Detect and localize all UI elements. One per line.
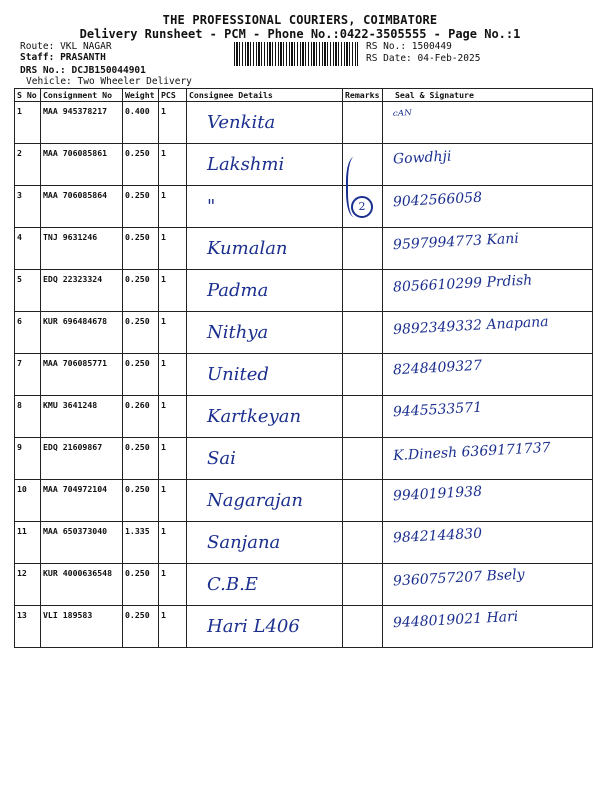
- handwritten-consignee: Padma: [207, 280, 269, 301]
- cell-sno: 11: [15, 522, 41, 564]
- table-row: [15, 354, 593, 396]
- cell-consignee: [187, 102, 343, 144]
- cell-pcs: 1: [159, 354, 187, 396]
- cell-signature: [383, 606, 593, 648]
- cell-pcs: 1: [159, 228, 187, 270]
- handwritten-signature: 9448019021 Hari: [392, 608, 519, 632]
- col-header-consignee: Consignee Details: [187, 89, 343, 102]
- cell-weight: 0.400: [123, 102, 159, 144]
- table-row: [15, 480, 593, 522]
- vehicle-label: Vehicle:: [26, 76, 72, 87]
- cell-pcs: 1: [159, 396, 187, 438]
- handwritten-consignee: Kartkeyan: [207, 406, 302, 427]
- cell-sno: 4: [15, 228, 41, 270]
- handwritten-signature: 9940191938: [392, 483, 483, 505]
- runsheet-table: [14, 88, 593, 648]
- cell-weight: 0.250: [123, 354, 159, 396]
- cell-consignment-no: MAA 706085771: [41, 354, 123, 396]
- rs-date-label: RS Date:: [366, 53, 412, 64]
- handwritten-signature: 9597994773 Kani: [392, 230, 520, 254]
- cell-pcs: 1: [159, 564, 187, 606]
- rs-date-line: [366, 53, 480, 64]
- cell-pcs: 1: [159, 312, 187, 354]
- cell-sno: 13: [15, 606, 41, 648]
- cell-consignee: [187, 438, 343, 480]
- cell-remarks: [343, 480, 383, 522]
- handwritten-signature: 9445533571: [392, 399, 483, 421]
- col-header-remarks: Remarks: [343, 89, 383, 102]
- cell-sno: 8: [15, 396, 41, 438]
- route-line: [20, 41, 112, 52]
- cell-consignment-no: KUR 4000636548: [41, 564, 123, 606]
- handwritten-consignee: Venkita: [207, 112, 276, 133]
- cell-consignment-no: KMU 3641248: [41, 396, 123, 438]
- drs-value: DCJB150044901: [71, 65, 146, 76]
- cell-remarks: [343, 396, 383, 438]
- handwritten-consignee: Kumalan: [207, 238, 288, 259]
- table-row: [15, 270, 593, 312]
- cell-consignee: [187, 396, 343, 438]
- table-row: [15, 522, 593, 564]
- cell-consignment-no: KUR 696484678: [41, 312, 123, 354]
- cell-sno: 9: [15, 438, 41, 480]
- cell-pcs: 1: [159, 144, 187, 186]
- cell-consignment-no: EDQ 21609867: [41, 438, 123, 480]
- cell-signature: [383, 228, 593, 270]
- cell-sno: 6: [15, 312, 41, 354]
- cell-sno: 10: [15, 480, 41, 522]
- cell-signature: [383, 522, 593, 564]
- col-header-pcs: PCS: [159, 89, 187, 102]
- cell-sno: 5: [15, 270, 41, 312]
- table-row: [15, 438, 593, 480]
- staff-line: [20, 52, 106, 63]
- cell-consignment-no: MAA 706085861: [41, 144, 123, 186]
- handwritten-consignee: Nithya: [207, 322, 269, 343]
- cell-remarks: [343, 312, 383, 354]
- cell-weight: 0.250: [123, 270, 159, 312]
- cell-remarks: [343, 354, 383, 396]
- handwritten-signature: Gowdhji: [392, 148, 452, 168]
- cell-consignment-no: MAA 945378217: [41, 102, 123, 144]
- col-header-signature: Seal & Signature: [383, 89, 593, 102]
- rs-no-line: [366, 41, 452, 52]
- cell-consignee: [187, 186, 343, 228]
- cell-remarks: [343, 522, 383, 564]
- cell-signature: [383, 186, 593, 228]
- cell-consignment-no: VLI 189583: [41, 606, 123, 648]
- rs-date-value: 04-Feb-2025: [417, 53, 481, 64]
- cell-consignee: [187, 354, 343, 396]
- cell-sno: 1: [15, 102, 41, 144]
- route-label: Route:: [20, 41, 55, 52]
- cell-remarks: [343, 564, 383, 606]
- cell-weight: 0.250: [123, 144, 159, 186]
- cell-weight: 0.250: [123, 186, 159, 228]
- table-row: [15, 102, 593, 144]
- cell-consignment-no: TNJ 9631246: [41, 228, 123, 270]
- col-header-weight: Weight: [123, 89, 159, 102]
- cell-remarks: [343, 228, 383, 270]
- company-title: THE PROFESSIONAL COURIERS, COIMBATORE: [162, 13, 438, 27]
- table-header-row: [15, 89, 593, 102]
- cell-pcs: 1: [159, 522, 187, 564]
- col-header-consignment: Consignment No: [41, 89, 123, 102]
- cell-signature: [383, 438, 593, 480]
- staff-value: PRASANTH: [60, 52, 106, 63]
- cell-consignee: [187, 144, 343, 186]
- handwritten-signature: ᶜᴬᴺ: [392, 107, 413, 125]
- cell-remarks: [343, 102, 383, 144]
- handwritten-consignee: Sai: [207, 448, 236, 469]
- drs-label: DRS No.:: [20, 65, 66, 76]
- cell-signature: [383, 312, 593, 354]
- handwritten-consignee: Hari L406: [207, 616, 300, 637]
- handwritten-signature: 8056610299 Prdish: [392, 272, 533, 296]
- cell-signature: [383, 396, 593, 438]
- cell-pcs: 1: [159, 102, 187, 144]
- table-row: [15, 396, 593, 438]
- cell-weight: 0.250: [123, 438, 159, 480]
- handwritten-consignee: C.B.E: [207, 574, 258, 595]
- cell-sno: 7: [15, 354, 41, 396]
- cell-signature: [383, 354, 593, 396]
- handwritten-signature: 9042566058: [392, 189, 483, 211]
- runsheet-subtitle: Delivery Runsheet - PCM - Phone No.:0422-3505555 - Page No.:1: [79, 27, 521, 41]
- handwritten-signature: K.Dinesh 6369171737: [392, 439, 551, 465]
- handwritten-consignee: Sanjana: [207, 532, 281, 553]
- table-row: [15, 312, 593, 354]
- cell-consignment-no: MAA 706085864: [41, 186, 123, 228]
- cell-weight: 1.335: [123, 522, 159, 564]
- cell-signature: [383, 564, 593, 606]
- table-row: [15, 144, 593, 186]
- cell-consignee: [187, 606, 343, 648]
- cell-sno: 3: [15, 186, 41, 228]
- handwritten-signature: 9360757207 Bsely: [392, 566, 526, 590]
- remarks-count-mark: 2: [351, 196, 373, 218]
- cell-consignee: [187, 480, 343, 522]
- handwritten-consignee: ": [207, 196, 216, 217]
- handwritten-consignee: United: [207, 364, 269, 385]
- drs-line: [20, 65, 146, 76]
- table-row: [15, 606, 593, 648]
- cell-consignment-no: EDQ 22323324: [41, 270, 123, 312]
- handwritten-signature: 9842144830: [392, 525, 483, 547]
- vehicle-value: Two Wheeler Delivery: [77, 76, 192, 87]
- route-value: VKL NAGAR: [60, 41, 112, 52]
- cell-sno: 2: [15, 144, 41, 186]
- cell-pcs: 1: [159, 606, 187, 648]
- staff-label: Staff:: [20, 52, 55, 63]
- cell-signature: [383, 102, 593, 144]
- rs-no-value: 1500449: [411, 41, 452, 52]
- cell-consignment-no: MAA 704972104: [41, 480, 123, 522]
- cell-signature: [383, 480, 593, 522]
- cell-pcs: 1: [159, 186, 187, 228]
- table-row: [15, 186, 593, 228]
- cell-consignee: [187, 312, 343, 354]
- cell-remarks: [343, 270, 383, 312]
- cell-consignee: [187, 228, 343, 270]
- cell-consignee: [187, 564, 343, 606]
- cell-remarks: [343, 438, 383, 480]
- cell-pcs: 1: [159, 480, 187, 522]
- rs-no-label: RS No.:: [366, 41, 407, 52]
- handwritten-signature: 9892349332 Anapana: [392, 313, 549, 339]
- cell-remarks: [343, 606, 383, 648]
- cell-weight: 0.250: [123, 606, 159, 648]
- cell-weight: 0.250: [123, 312, 159, 354]
- handwritten-consignee: Lakshmi: [207, 154, 285, 175]
- handwritten-signature: 8248409327: [392, 357, 483, 379]
- cell-pcs: 1: [159, 270, 187, 312]
- vehicle-line: [26, 76, 192, 87]
- handwritten-consignee: Nagarajan: [207, 490, 303, 511]
- barcode: [234, 42, 358, 66]
- table-row: [15, 564, 593, 606]
- cell-consignee: [187, 270, 343, 312]
- cell-signature: [383, 144, 593, 186]
- cell-weight: 0.250: [123, 480, 159, 522]
- table-row: [15, 228, 593, 270]
- cell-consignee: [187, 522, 343, 564]
- cell-weight: 0.250: [123, 564, 159, 606]
- cell-weight: 0.260: [123, 396, 159, 438]
- col-header-sno: S No: [15, 89, 41, 102]
- cell-weight: 0.250: [123, 228, 159, 270]
- cell-signature: [383, 270, 593, 312]
- cell-consignment-no: MAA 650373040: [41, 522, 123, 564]
- cell-pcs: 1: [159, 438, 187, 480]
- cell-sno: 12: [15, 564, 41, 606]
